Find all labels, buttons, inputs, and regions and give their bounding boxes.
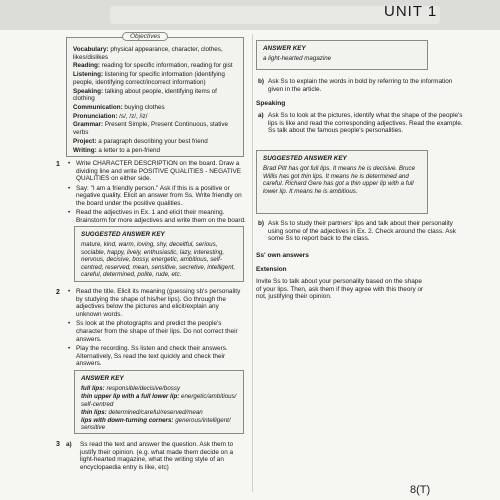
objective-pronunciation: Pronunciation: /s/, /z/, /iz/: [73, 112, 148, 120]
speaking-heading: Speaking: [256, 100, 286, 107]
answer-item: thin lips: determined/careful/reserved/mean: [81, 408, 203, 416]
objective-project: Project: a paragraph describing your best friend: [73, 137, 208, 145]
item-b-label: b): [258, 78, 265, 85]
objectives-title: Objectives: [122, 32, 168, 41]
answer-box-heading: ANSWER KEY: [263, 45, 306, 52]
objective-communication: Communication: buying clothes: [73, 103, 165, 111]
unit-title: UNIT 1: [384, 3, 438, 20]
answer-key-box: [256, 40, 428, 70]
exercise-2-bullet: • Read the title. Elicit its meaning (guessing sb's personality by studying the shape of his/her lips). Go through the adjectives below the pictures and elicit/explain any unknown words.: [76, 288, 246, 319]
objective-vocabulary: Vocabulary: physical appearance, character, clothes, likes/dislikes: [73, 46, 223, 61]
objective-listening: Listening: listening for specific information (identifying people, identifying correct/incorrect information): [73, 71, 225, 86]
objective-reading: Reading: reading for specific information, reading for gist: [73, 62, 233, 70]
exercise-1-bullet: • Write CHARACTER DESCRIPTION on the board. Draw a dividing line and write POSITIVE QUALITIES - NEGATIVE QUALITIES on either side.: [76, 160, 246, 183]
answer-box-text: Brad Pitt has got full lips. It means he is decisive. Bruce Willis has got thin lips. It means he is determined and careful. Richard Gere has got a thin upper lip with a full lower lip. It means he is ambitious.: [263, 165, 416, 195]
answer-item: full lips: responsible/decisive/bossy: [81, 385, 181, 392]
answer-item: thin upper lip with a full lower lip: energetic/ambitious/ self-centred: [81, 393, 237, 408]
extension-text: Invite Ss to talk about your personality based on the shape of your lips. Then, ask them if they agree with this theory or not, justifying their opinion.: [256, 278, 424, 301]
speaking-b-text: Ask Ss to study their partners' lips and talk about their personality using some of the adjectives in Ex. 2. Check around the class. Ask some Ss to report back to the class.: [268, 220, 456, 243]
objective-writing: Writing: a letter to a pen-friend: [73, 146, 161, 154]
answer-item: lips with down-turning corners: generous/intelligent/ sensitive: [81, 416, 231, 432]
page-number: 8(T): [410, 484, 431, 496]
objective-speaking: Speaking: talking about people, identifying items of clothing: [73, 87, 217, 103]
answer-box-heading: SUGGESTED ANSWER KEY: [81, 231, 165, 238]
exercise-1-answer-box: [74, 226, 244, 282]
item-b-text: Ask Ss to explain the words in bold by referring to the information given in the article.: [268, 78, 453, 93]
objective-grammar: Grammar: Present Simple, Present Continuous, stative verbs: [73, 121, 229, 137]
answer-box-text: a light-hearted magazine: [263, 55, 332, 62]
exercise-2-bullet: • Play the recording. Ss listen and check their answers. Alternatively, Ss read the text quickly and check their answers.: [76, 345, 246, 368]
speaking-a-label: a): [258, 112, 264, 119]
column-divider: [252, 34, 253, 492]
exercise-3-letter: a): [66, 441, 72, 448]
suggested-answer-box: [256, 150, 428, 214]
exercise-2-number: 2: [56, 289, 60, 296]
exercise-1-bullet: • Say: "I am a friendly person." Ask if this is a positive or negative quality. Elicit an answer from Ss. Write friendly on the board under the positive qualities.: [76, 185, 246, 208]
exercise-1-instructions: [66, 160, 246, 226]
exercise-3-text: Ss read the text and answer the question. Ask them to justify their opinion. (e.g. what made them decide on a light-hearted magazine, what the writing style of an encyclopaedia entry is like, etc): [80, 441, 234, 472]
exercise-1-bullet: • Read the adjectives in Ex. 1 and elicit their meaning. Brainstorm for more adjectives and write them on the board.: [76, 209, 246, 224]
answer-box-text: mature, kind, warm, loving, shy, deceitful, serious, sociable, happy, lively, enthusiastic, lazy, interesting, nervous, decisive, bossy, energetic, ambitious, self-centred, reserved, mean, sensitive, secretive, intelligent, careful, determined, polite, rude, etc.: [81, 241, 236, 279]
exercise-1-number: 1: [56, 161, 60, 168]
exercise-3-number: 3: [56, 441, 60, 448]
own-answers-heading: Ss' own answers: [256, 252, 309, 259]
exercise-2-instructions: [66, 288, 246, 370]
exercise-2-bullet: • Ss look at the photographs and predict the people's character from the shape of their lips. Do not correct their answers.: [76, 320, 246, 343]
objectives-box: [66, 33, 244, 157]
extension-heading: Extension: [256, 266, 287, 273]
answer-box-heading: ANSWER KEY: [81, 375, 124, 382]
speaking-b-label: b): [258, 220, 265, 227]
speaking-a-text: Ask Ss to look at the pictures, identify what the shape of the people's lips is like and read the corresponding adjectives. Read the example. Ss talk about the famous people's personalities.: [268, 112, 463, 135]
exercise-2-answer-box: [74, 370, 244, 434]
answer-box-heading: SUGGESTED ANSWER KEY: [263, 155, 347, 162]
